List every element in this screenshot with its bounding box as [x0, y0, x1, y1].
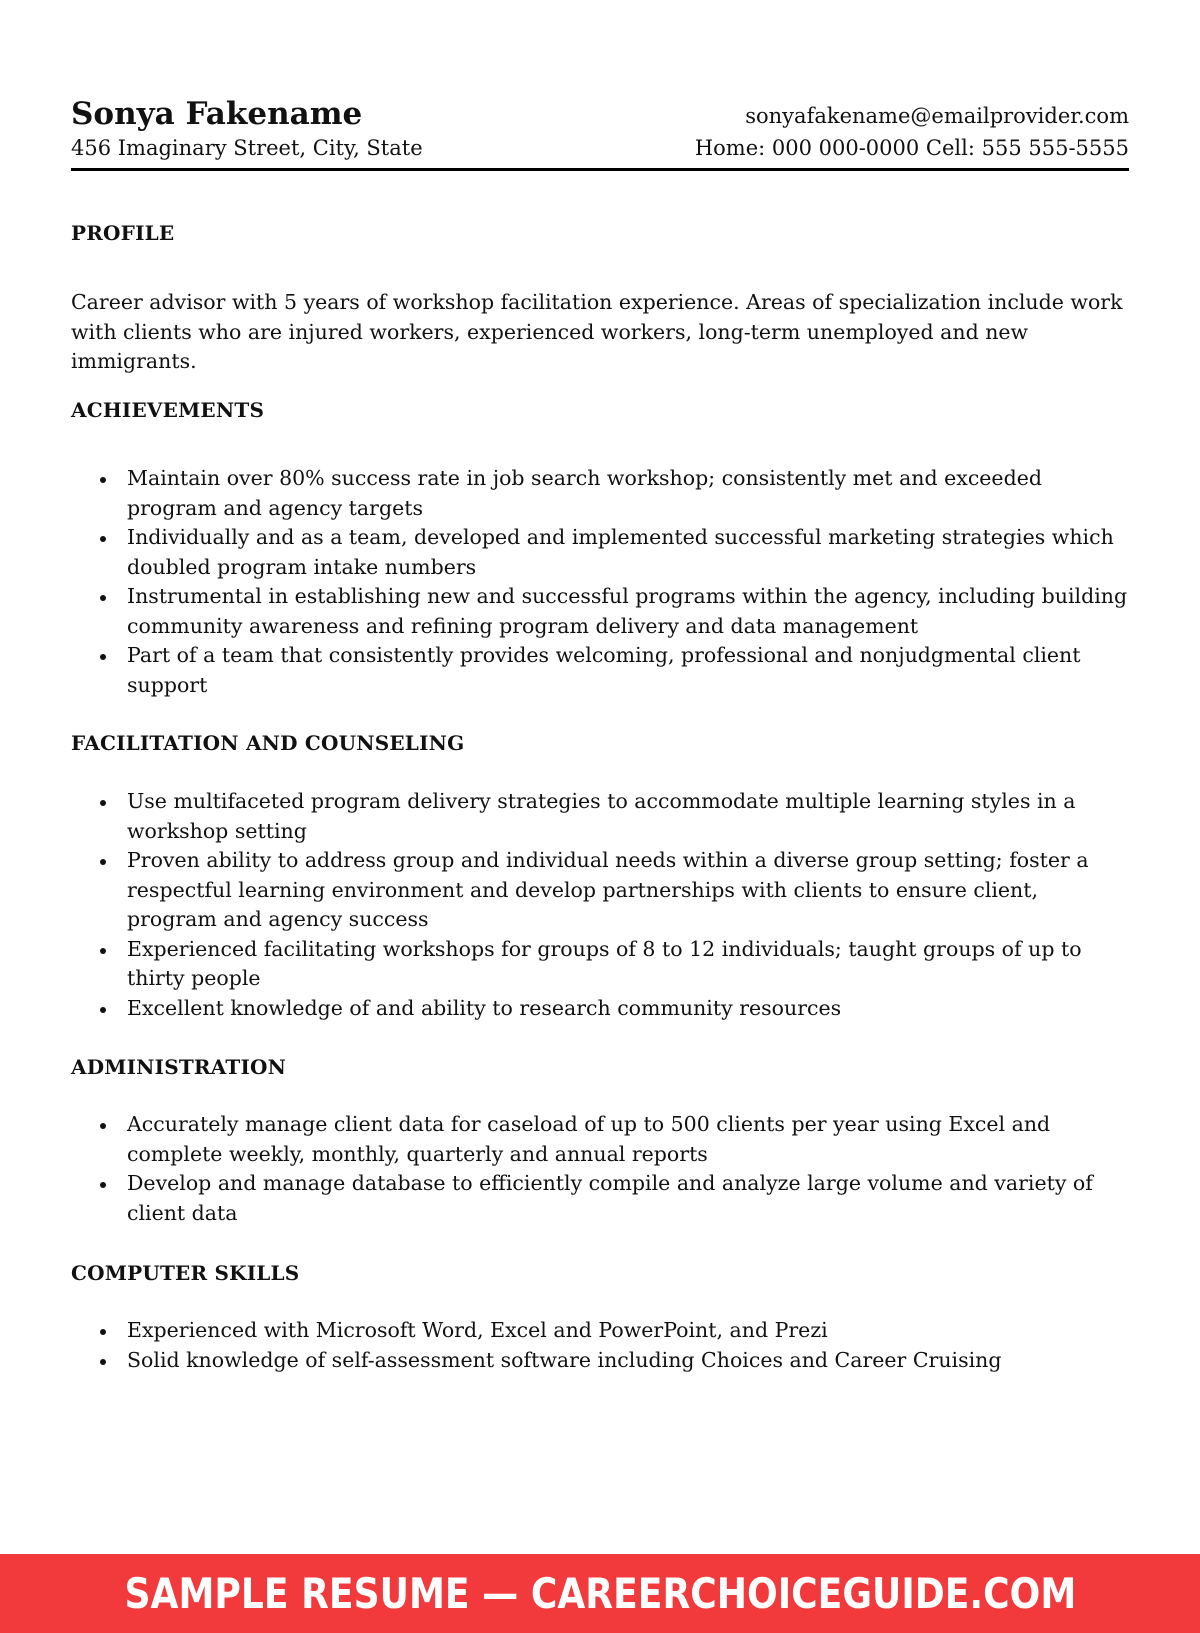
- bullet-icon: [100, 1182, 106, 1188]
- list-item: [71, 994, 1129, 1024]
- list-item-text: Use multifaceted program delivery strategies to accommodate multiple learning styles in a workshop setting: [127, 789, 1076, 843]
- section-title-achievements: ACHIEVEMENTS: [71, 398, 265, 422]
- bullet-icon: [100, 1007, 106, 1013]
- list-item-text: Instrumental in establishing new and successful programs within the agency, including building community awareness and refining program delivery and data management: [127, 584, 1128, 638]
- section-title-profile: PROFILE: [71, 221, 175, 245]
- bullet-icon: [100, 1329, 106, 1335]
- section-title-facilitation: FACILITATION AND COUNSELING: [71, 731, 465, 755]
- administration-list: [71, 1110, 1129, 1228]
- list-item: [71, 582, 1129, 641]
- resume-header: [71, 96, 1129, 171]
- list-item-text: Part of a team that consistently provides welcoming, professional and nonjudgmental client support: [127, 643, 1081, 697]
- bullet-icon: [100, 595, 106, 601]
- profile-text: Career advisor with 5 years of workshop facilitation experience. Areas of specialization include work with clients who are injured workers, experienced workers, long-term unemployed and new immigrants.: [71, 290, 1123, 373]
- list-item-text: Accurately manage client data for caseload of up to 500 clients per year using Excel and complete weekly, monthly, quarterly and annual reports: [127, 1112, 1051, 1166]
- list-item-text: Develop and manage database to efficiently compile and analyze large volume and variety of client data: [127, 1171, 1093, 1225]
- banner-text: SAMPLE RESUME — CAREERCHOICEGUIDE.COM: [124, 1569, 1076, 1618]
- computer-skills-list: [71, 1316, 1129, 1375]
- achievements-list: [71, 464, 1129, 700]
- list-item-text: Experienced with Microsoft Word, Excel and PowerPoint, and Prezi: [127, 1318, 828, 1342]
- bullet-icon: [100, 800, 106, 806]
- sample-resume-banner: [0, 1554, 1200, 1633]
- list-item: [71, 787, 1129, 846]
- list-item-text: Individually and as a team, developed and implemented successful marketing strategies which doubled program intake numbers: [127, 525, 1114, 579]
- bullet-icon: [100, 1359, 106, 1365]
- list-item: [71, 1169, 1129, 1228]
- list-item-text: Proven ability to address group and individual needs within a diverse group setting; foster a respectful learning environment and develop partnerships with clients to ensure client, program and agency success: [127, 848, 1089, 931]
- candidate-phones: Home: 000 000-0000 Cell: 555 555-5555: [694, 136, 1129, 160]
- candidate-name: Sonya Fakename: [71, 96, 363, 132]
- section-title-computer-skills: COMPUTER SKILLS: [71, 1261, 300, 1285]
- bullet-icon: [100, 948, 106, 954]
- bullet-icon: [100, 477, 106, 483]
- list-item: [71, 935, 1129, 994]
- section-title-administration: ADMINISTRATION: [71, 1055, 287, 1079]
- list-item: [71, 846, 1129, 935]
- list-item: [71, 1346, 1129, 1376]
- list-item: [71, 1110, 1129, 1169]
- bullet-icon: [100, 1123, 106, 1129]
- list-item-text: Solid knowledge of self-assessment software including Choices and Career Cruising: [127, 1347, 1002, 1372]
- candidate-email: sonyafakename@emailprovider.com: [745, 104, 1129, 128]
- list-item: [71, 1316, 1129, 1346]
- candidate-address: 456 Imaginary Street, City, State: [71, 136, 423, 160]
- facilitation-list: [71, 787, 1129, 1023]
- bullet-icon: [100, 536, 106, 542]
- list-item: [71, 641, 1129, 700]
- list-item-text: Excellent knowledge of and ability to research community resources: [127, 995, 842, 1020]
- list-item-text: Maintain over 80% success rate in job search workshop; consistently met and exceeded program and agency targets: [127, 466, 1042, 520]
- list-item: [71, 523, 1129, 582]
- list-item-text: Experienced facilitating workshops for groups of 8 to 12 individuals; taught groups of up to thirty people: [127, 936, 1082, 990]
- bullet-icon: [100, 654, 106, 660]
- bullet-icon: [100, 859, 106, 865]
- list-item: [71, 464, 1129, 523]
